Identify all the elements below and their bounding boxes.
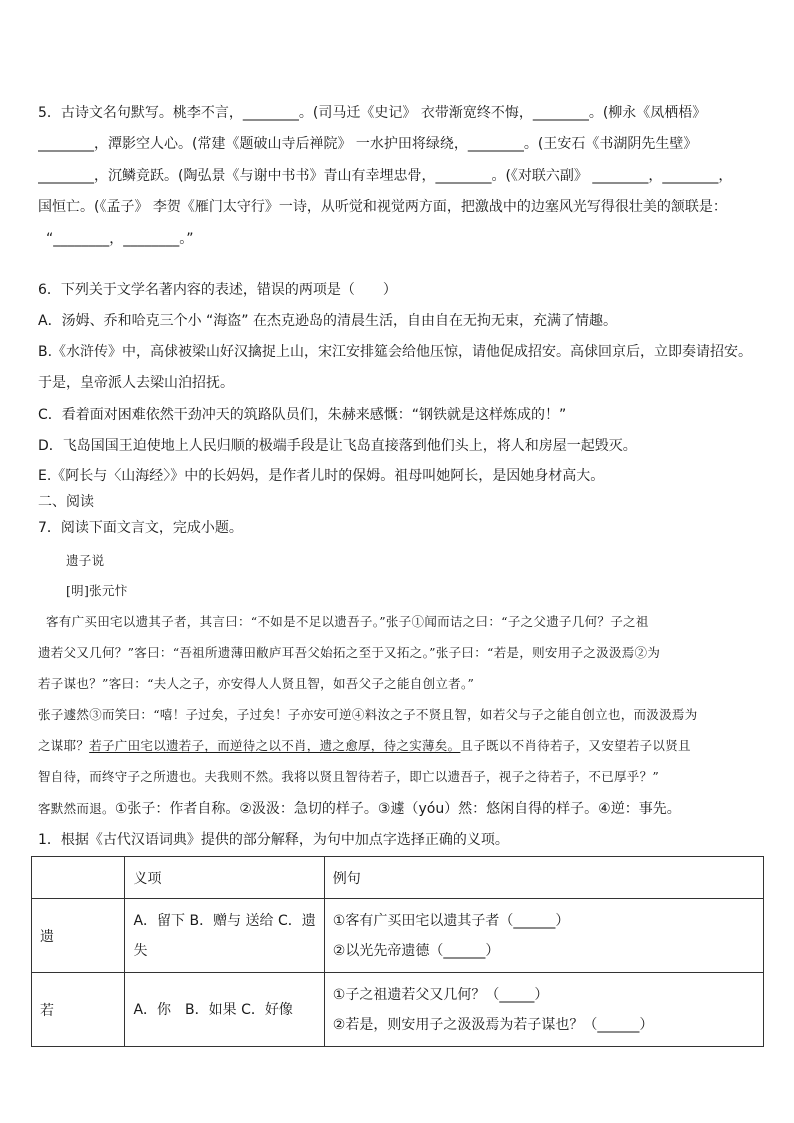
q7-stem: 7．阅读下面文言文，完成小题。 (38, 520, 243, 536)
q6-option-c: C．看着面对困难依然干劲冲天的筑路队员们，朱赫来感慨：“钢铁就是这样炼成的！” (38, 407, 567, 423)
q6-option-b: B.《水浒传》中，高俅被梁山好汉擒捉上山，宋江安排筵会给他压惊，请他促成招安。高俅回京后，立即奏请招安。 (38, 344, 753, 360)
passage-text: 之谋耶？ (38, 738, 90, 753)
table-row (32, 973, 764, 1047)
table-header-meaning: 义项 (125, 857, 324, 899)
passage-text: 且子既以不肖待若子，又安望若子以贤且 (460, 738, 691, 753)
passage-line-4: 张子遽然③而笑曰：“嘻！子过矣，子过矣！子亦安可逆④料汝之子不贤且智，如若父与子之能自创立也，而汲汲焉为 (38, 707, 698, 722)
footnote-text: ①张子：作者自称。②汲汲：急切的样子。③遽（yóu）然：悠闲自得的样子。④逆：事先。 (114, 801, 681, 817)
q6-option-a: A．汤姆、乔和哈克三个小 “海盗” 在杰克逊岛的清晨生活，自由自在无拘无束，充满了情趣。 (38, 313, 617, 329)
passage-line-2: 遗若父又几何？”客曰：“吾祖所遗薄田敝庐耳吾父始拓之至于又拓之。”张子曰：“若是，则安用子之汲汲焉②为 (38, 645, 661, 660)
example-line: ②以光先帝遗德（______） (332, 942, 500, 959)
table-meaning (125, 973, 324, 1047)
gloss-table (31, 856, 764, 1047)
meaning-line: A．留下 B．赠与 送给 C．遗 (133, 912, 316, 929)
q5-line-2: ________，潭影空人心。(常建《题破山寺后禅院》 一水护田将绿绕，________。(王安石《书湖阴先生壁》 (38, 136, 698, 152)
passage-line-6: 智自待，而终守子之所遗也。夫我则不然。我将以贤且智待若子，即亡以遗吾子，视子之待若子，不已厚乎？” (38, 769, 660, 784)
underlined-sentence: 若子广田宅以遗若子，而逆待之以不肖，遗之愈厚，待之实薄矣。 (89, 738, 461, 753)
passage-footnotes (38, 799, 762, 819)
q5-line-1: 5．古诗文名句默写。桃李不言，________。(司马迁《史记》 衣带渐宽终不悔，________。(柳永《凤栖梧》 (38, 105, 707, 121)
table-meaning (125, 899, 324, 973)
example-line: ①子之祖遗若父又几何？（_____） (332, 986, 549, 1003)
passage-author: [明]张元忭 (66, 583, 128, 598)
meaning-line: 失 (133, 942, 148, 959)
q6-option-d: D．飞岛国国王迫使地上人民归顺的极端手段是让飞岛直接落到他们头上，将人和房屋一起毁灭。 (38, 438, 637, 454)
passage-line-5 (38, 736, 762, 756)
table-examples (324, 899, 763, 973)
table-header-example: 例句 (324, 857, 763, 899)
q5-line-3: ________，沉鳞竞跃。(陶弘景《与谢中书书》青山有幸埋忠骨，________。(《对联六副》 ________，________， (38, 168, 733, 184)
table-char: 遗 (32, 899, 125, 973)
example-line: ①客有广买田宅以遗其子者（______） (332, 912, 570, 929)
sub1-stem: 1．根据《古代汉语词典》提供的部分解释，为句中加点字选择正确的义项。 (38, 832, 509, 848)
q5-line-5: “________，________。” (46, 231, 194, 247)
passage-ending: 客默然而退。 (38, 801, 115, 816)
table-row (32, 899, 764, 973)
example-line: ②若是，则安用子之汲汲焉为若子谋也？（______） (332, 1016, 654, 1033)
table-examples (324, 973, 763, 1047)
table-header-blank (32, 857, 125, 899)
section-heading: 二、阅读 (38, 494, 94, 510)
passage-title: 遗子说 (66, 553, 105, 568)
table-char: 若 (32, 973, 125, 1047)
passage-line-1: 客有广买田宅以遗其子者，其言曰：“不如是不足以遗吾子。”张子①闻而诘之曰：“子之父遗子几何？子之祖 (46, 614, 649, 629)
q5-line-4: 国恒亡。(《孟子》 李贺《雁门太守行》一诗，从听觉和视觉两方面，把激战中的边塞风光写得很壮美的颔联是： (38, 199, 727, 215)
q6-stem: 6．下列关于文学名著内容的表述，错误的两项是（ ） (38, 282, 397, 298)
q6-option-b-cont: 于是，皇帝派人去梁山泊招抚。 (38, 375, 234, 391)
q6-option-e: E.《阿长与〈山海经〉》中的长妈妈，是作者儿时的保姆。祖母叫她阿长，是因她身材高大。 (38, 468, 605, 484)
table-header-row (32, 857, 764, 899)
passage-line-3: 若子谋也？”客曰：“夫人之子，亦安得人人贤且智，如吾父子之能自创立者。” (38, 676, 475, 691)
meaning-line: A．你 B．如果 C．好像 (133, 1001, 293, 1018)
